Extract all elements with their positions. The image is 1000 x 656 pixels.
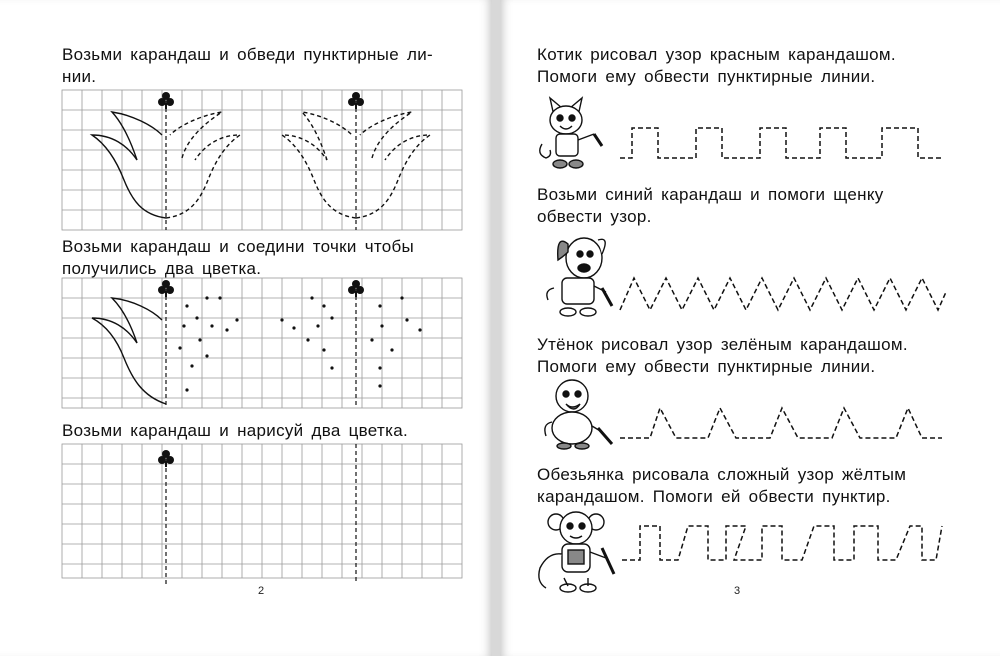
clover-icon	[158, 92, 174, 109]
kitten-instruction-line2: Помоги ему обвести пунктирные линии.	[537, 67, 876, 86]
monkey-icon	[534, 508, 624, 604]
task1-instruction-line2: нии.	[62, 67, 97, 86]
page-number: 2	[258, 585, 265, 597]
drawing-grid-3[interactable]	[62, 444, 462, 578]
kitten-instruction-line1: Котик рисовал узор красным карандашом.	[537, 45, 896, 64]
puppy-instruction-line1: Возьми синий карандаш и помоги щенку	[537, 185, 884, 204]
task2-instruction-line2: получились два цветка.	[62, 259, 262, 278]
duckling-instruction-line1: Утёнок рисовал узор зелёным карандашом.	[537, 335, 908, 354]
square-wave-pattern[interactable]	[620, 124, 942, 164]
connect-dots	[178, 296, 421, 391]
task2-instruction-line1: Возьми карандаш и соедини точки чтобы	[62, 237, 415, 256]
tracing-grid-1[interactable]	[62, 90, 462, 230]
puppy-instruction-line2: обвести узор.	[537, 207, 652, 226]
monkey-instruction-line2: карандашом. Помоги ей обвести пунктир.	[537, 487, 891, 506]
task3-instruction-line1: Возьми карандаш и нарисуй два цветка.	[62, 421, 408, 440]
clover-icon	[158, 280, 174, 297]
kitten-icon	[536, 94, 616, 174]
monkey-instruction-line1: Обезьянка рисовала сложный узор жёлтым	[537, 465, 907, 484]
duckling-icon	[536, 374, 616, 454]
zigzag-pattern[interactable]	[620, 272, 946, 316]
task1-instruction-line1: Возьми карандаш и обведи пунктирные ли-	[62, 45, 433, 64]
left-page	[0, 0, 492, 656]
complex-pattern[interactable]	[622, 520, 942, 570]
duckling-instruction-line2: Помоги ему обвести пунктирные линии.	[537, 357, 876, 376]
clover-icon	[158, 450, 174, 467]
puppy-icon	[536, 230, 616, 320]
page-number: 3	[734, 585, 741, 597]
dot-grid-2[interactable]	[62, 278, 462, 408]
right-page	[500, 0, 1000, 656]
trapezoid-wave-pattern[interactable]	[620, 402, 942, 446]
